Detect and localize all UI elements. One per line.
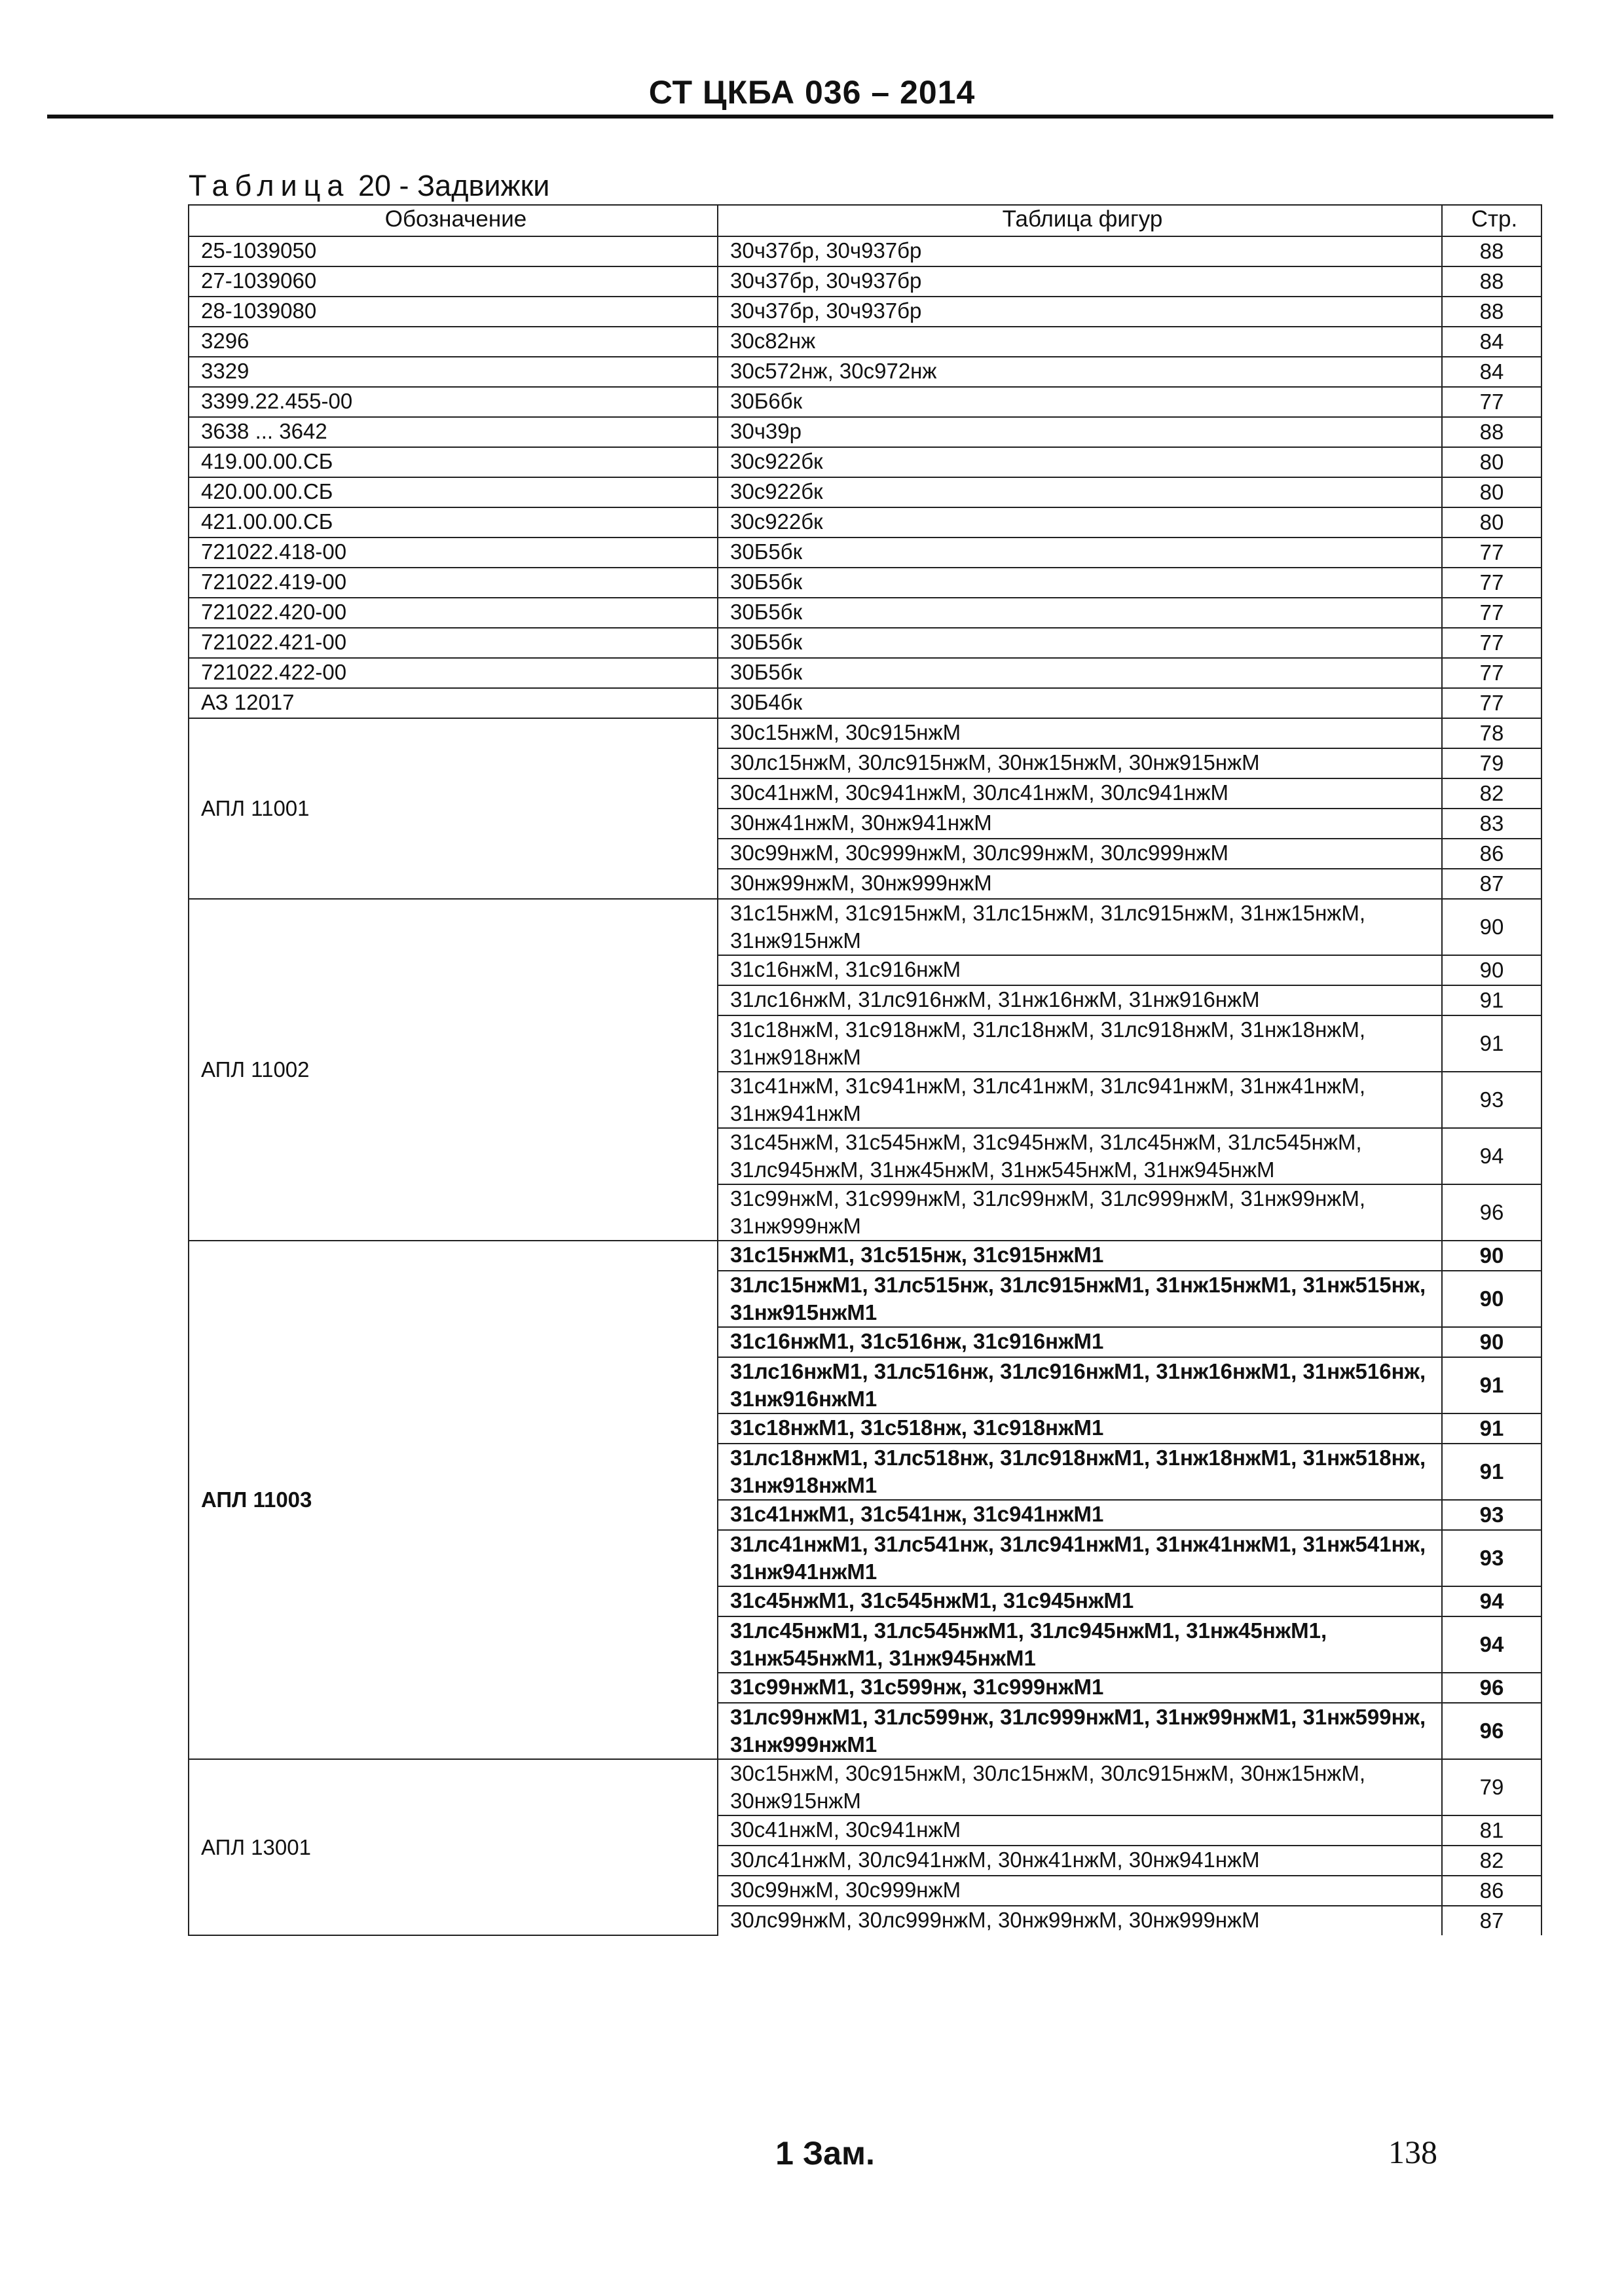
table-row <box>189 266 1541 297</box>
figures-cell: 30с922бк <box>718 507 1442 538</box>
page-cell: 84 <box>1442 357 1541 387</box>
figures-cell: 31с18нжМ1, 31с518нж, 31с918нжМ1 <box>718 1413 1442 1444</box>
figures-cell: 31с99нжМ1, 31с599нж, 31с999нжМ1 <box>718 1673 1442 1703</box>
figures-cell: 30лс15нжМ, 30лс915нжМ, 30нж15нжМ, 30нж915нжМ <box>718 748 1442 778</box>
designation-cell: 721022.420-00 <box>189 598 718 628</box>
page-cell: 93 <box>1442 1530 1541 1586</box>
page-cell: 77 <box>1442 568 1541 598</box>
figures-cell: 31с45нжМ1, 31с545нжМ1, 31с945нжМ1 <box>718 1586 1442 1616</box>
figures-cell: 31лс41нжМ1, 31лс541нж, 31лс941нжМ1, 31нж41нжМ1, 31нж541нж, 31нж941нжМ1 <box>718 1530 1442 1586</box>
valves-table <box>188 204 1542 1936</box>
designation-cell: АЗ 12017 <box>189 688 718 718</box>
page-cell: 83 <box>1442 809 1541 839</box>
designation-cell: 3638 ... 3642 <box>189 417 718 447</box>
figures-cell: 30лс99нжМ, 30лс999нжМ, 30нж99нжМ, 30нж999нжМ <box>718 1906 1442 1935</box>
figures-cell: 30ч37бр, 30ч937бр <box>718 266 1442 297</box>
column-header-figures: Таблица фигур <box>718 205 1442 236</box>
table-header-row <box>189 205 1541 236</box>
page-cell: 90 <box>1442 1327 1541 1357</box>
page-cell: 77 <box>1442 688 1541 718</box>
figures-cell: 31с45нжМ, 31с545нжМ, 31с945нжМ, 31лс45нжМ, 31лс545нжМ, 31лс945нжМ, 31нж45нжМ, 31нж545нжМ, 31нж945нжМ <box>718 1128 1442 1184</box>
page-cell: 87 <box>1442 869 1541 899</box>
page-cell: 88 <box>1442 236 1541 266</box>
table-row <box>189 387 1541 417</box>
table-caption-rest: 20 - Задвижки <box>350 169 550 202</box>
figures-cell: 31лс18нжМ1, 31лс518нж, 31лс918нжМ1, 31нж18нжМ1, 31нж518нж, 31нж918нжМ1 <box>718 1444 1442 1500</box>
page-cell: 82 <box>1442 778 1541 809</box>
figures-cell: 30Б5бк <box>718 658 1442 688</box>
designation-cell: 721022.421-00 <box>189 628 718 658</box>
footer-page-number: 138 <box>1388 2134 1437 2170</box>
figures-cell: 30с922бк <box>718 477 1442 507</box>
table-row <box>189 297 1541 327</box>
table-row <box>189 899 1541 955</box>
table-caption <box>189 169 549 203</box>
figures-cell: 30с99нжМ, 30с999нжМ <box>718 1876 1442 1906</box>
page-cell: 91 <box>1442 1413 1541 1444</box>
page-cell: 77 <box>1442 628 1541 658</box>
table-row <box>189 658 1541 688</box>
page-cell: 91 <box>1442 1015 1541 1072</box>
figures-cell: 30лс41нжМ, 30лс941нжМ, 30нж41нжМ, 30нж941нжМ <box>718 1846 1442 1876</box>
table-row <box>189 236 1541 266</box>
designation-cell: 3296 <box>189 327 718 357</box>
table-row <box>189 1759 1541 1815</box>
figures-cell: 30с922бк <box>718 447 1442 477</box>
page-cell: 91 <box>1442 1444 1541 1500</box>
designation-cell: 25-1039050 <box>189 236 718 266</box>
page-cell: 80 <box>1442 507 1541 538</box>
page-cell: 86 <box>1442 839 1541 869</box>
page-cell: 94 <box>1442 1616 1541 1673</box>
page-cell: 80 <box>1442 447 1541 477</box>
page-cell: 79 <box>1442 1759 1541 1815</box>
figures-cell: 30ч39р <box>718 417 1442 447</box>
page-cell: 90 <box>1442 1271 1541 1327</box>
figures-cell: 30с41нжМ, 30с941нжМ <box>718 1815 1442 1846</box>
page-cell: 90 <box>1442 1241 1541 1271</box>
page-cell: 86 <box>1442 1876 1541 1906</box>
figures-cell: 31с41нжМ1, 31с541нж, 31с941нжМ1 <box>718 1500 1442 1530</box>
designation-cell: 3399.22.455-00 <box>189 387 718 417</box>
designation-cell: 421.00.00.СБ <box>189 507 718 538</box>
figures-cell: 30Б6бк <box>718 387 1442 417</box>
designation-cell: 27-1039060 <box>189 266 718 297</box>
table-body <box>189 236 1541 1935</box>
page-cell: 94 <box>1442 1128 1541 1184</box>
page-cell: 96 <box>1442 1184 1541 1241</box>
table-row <box>189 628 1541 658</box>
figures-cell: 30ч37бр, 30ч937бр <box>718 297 1442 327</box>
page-cell: 77 <box>1442 658 1541 688</box>
figures-cell: 31с16нжМ1, 31с516нж, 31с916нжМ1 <box>718 1327 1442 1357</box>
designation-cell: АПЛ 11002 <box>189 899 718 1241</box>
figures-cell: 30с15нжМ, 30с915нжМ <box>718 718 1442 748</box>
designation-cell: 721022.418-00 <box>189 538 718 568</box>
page-cell: 78 <box>1442 718 1541 748</box>
page-cell: 91 <box>1442 1357 1541 1413</box>
table-row <box>189 1241 1541 1271</box>
figures-cell: 31лс45нжМ1, 31лс545нжМ1, 31лс945нжМ1, 31нж45нжМ1, 31нж545нжМ1, 31нж945нжМ1 <box>718 1616 1442 1673</box>
table-row <box>189 357 1541 387</box>
figures-cell: 31лс16нжМ1, 31лс516нж, 31лс916нжМ1, 31нж16нжМ1, 31нж516нж, 31нж916нжМ1 <box>718 1357 1442 1413</box>
table-row <box>189 507 1541 538</box>
designation-cell: 721022.419-00 <box>189 568 718 598</box>
designation-cell: АПЛ 11003 <box>189 1241 718 1759</box>
table-row <box>189 598 1541 628</box>
page-cell: 93 <box>1442 1500 1541 1530</box>
figures-cell: 30с15нжМ, 30с915нжМ, 30лс15нжМ, 30лс915нжМ, 30нж15нжМ, 30нж915нжМ <box>718 1759 1442 1815</box>
page-cell: 94 <box>1442 1586 1541 1616</box>
figures-cell: 31с18нжМ, 31с918нжМ, 31лс18нжМ, 31лс918нжМ, 31нж18нжМ, 31нж918нжМ <box>718 1015 1442 1072</box>
page-cell: 90 <box>1442 899 1541 955</box>
figures-cell: 30Б5бк <box>718 538 1442 568</box>
figures-cell: 31с16нжМ, 31с916нжМ <box>718 955 1442 985</box>
page-cell: 96 <box>1442 1703 1541 1759</box>
designation-cell: 28-1039080 <box>189 297 718 327</box>
page-cell: 91 <box>1442 985 1541 1015</box>
designation-cell: АПЛ 13001 <box>189 1759 718 1935</box>
table-row <box>189 568 1541 598</box>
table-row <box>189 327 1541 357</box>
figures-cell: 30Б4бк <box>718 688 1442 718</box>
figures-cell: 30Б5бк <box>718 598 1442 628</box>
designation-cell: 419.00.00.СБ <box>189 447 718 477</box>
page-cell: 88 <box>1442 266 1541 297</box>
page-cell: 96 <box>1442 1673 1541 1703</box>
figures-cell: 30ч37бр, 30ч937бр <box>718 236 1442 266</box>
figures-cell: 31лс99нжМ1, 31лс599нж, 31лс999нжМ1, 31нж99нжМ1, 31нж599нж, 31нж999нжМ1 <box>718 1703 1442 1759</box>
figures-cell: 30с41нжМ, 30с941нжМ, 30лс41нжМ, 30лс941нжМ <box>718 778 1442 809</box>
footer-change-note: 1 Зам. <box>775 2135 875 2172</box>
column-header-page: Стр. <box>1442 205 1541 236</box>
figures-cell: 31с15нжМ, 31с915нжМ, 31лс15нжМ, 31лс915нжМ, 31нж15нжМ, 31нж915нжМ <box>718 899 1442 955</box>
table-row <box>189 477 1541 507</box>
page-cell: 80 <box>1442 477 1541 507</box>
table-row <box>189 538 1541 568</box>
table-row <box>189 718 1541 748</box>
page-cell: 77 <box>1442 598 1541 628</box>
figures-cell: 30с572нж, 30с972нж <box>718 357 1442 387</box>
table-row <box>189 447 1541 477</box>
figures-cell: 30Б5бк <box>718 568 1442 598</box>
table-row <box>189 417 1541 447</box>
designation-cell: 3329 <box>189 357 718 387</box>
figures-cell: 31с41нжМ, 31с941нжМ, 31лс41нжМ, 31лс941нжМ, 31нж41нжМ, 31нж941нжМ <box>718 1072 1442 1128</box>
designation-cell: АПЛ 11001 <box>189 718 718 899</box>
page-cell: 90 <box>1442 955 1541 985</box>
page-cell: 79 <box>1442 748 1541 778</box>
column-header-designation: Обозначение <box>189 205 718 236</box>
figures-cell: 31лс15нжМ1, 31лс515нж, 31лс915нжМ1, 31нж15нжМ1, 31нж515нж, 31нж915нжМ1 <box>718 1271 1442 1327</box>
table-caption-word: Таблица <box>189 169 350 202</box>
figures-cell: 31лс16нжМ, 31лс916нжМ, 31нж16нжМ, 31нж916нжМ <box>718 985 1442 1015</box>
figures-cell: 31с15нжМ1, 31с515нж, 31с915нжМ1 <box>718 1241 1442 1271</box>
header-rule <box>47 115 1553 118</box>
page-cell: 88 <box>1442 417 1541 447</box>
figures-cell: 30нж41нжМ, 30нж941нжМ <box>718 809 1442 839</box>
page-cell: 87 <box>1442 1906 1541 1935</box>
figures-cell: 30с82нж <box>718 327 1442 357</box>
figures-cell: 31с99нжМ, 31с999нжМ, 31лс99нжМ, 31лс999нжМ, 31нж99нжМ, 31нж999нжМ <box>718 1184 1442 1241</box>
designation-cell: 721022.422-00 <box>189 658 718 688</box>
figures-cell: 30с99нжМ, 30с999нжМ, 30лс99нжМ, 30лс999нжМ <box>718 839 1442 869</box>
designation-cell: 420.00.00.СБ <box>189 477 718 507</box>
document-header-title: СТ ЦКБА 036 – 2014 <box>648 74 976 111</box>
page-cell: 81 <box>1442 1815 1541 1846</box>
figures-cell: 30Б5бк <box>718 628 1442 658</box>
page-cell: 77 <box>1442 387 1541 417</box>
figures-cell: 30нж99нжМ, 30нж999нжМ <box>718 869 1442 899</box>
page-cell: 82 <box>1442 1846 1541 1876</box>
page-cell: 77 <box>1442 538 1541 568</box>
table-row <box>189 688 1541 718</box>
page-cell: 93 <box>1442 1072 1541 1128</box>
page-cell: 88 <box>1442 297 1541 327</box>
page-cell: 84 <box>1442 327 1541 357</box>
